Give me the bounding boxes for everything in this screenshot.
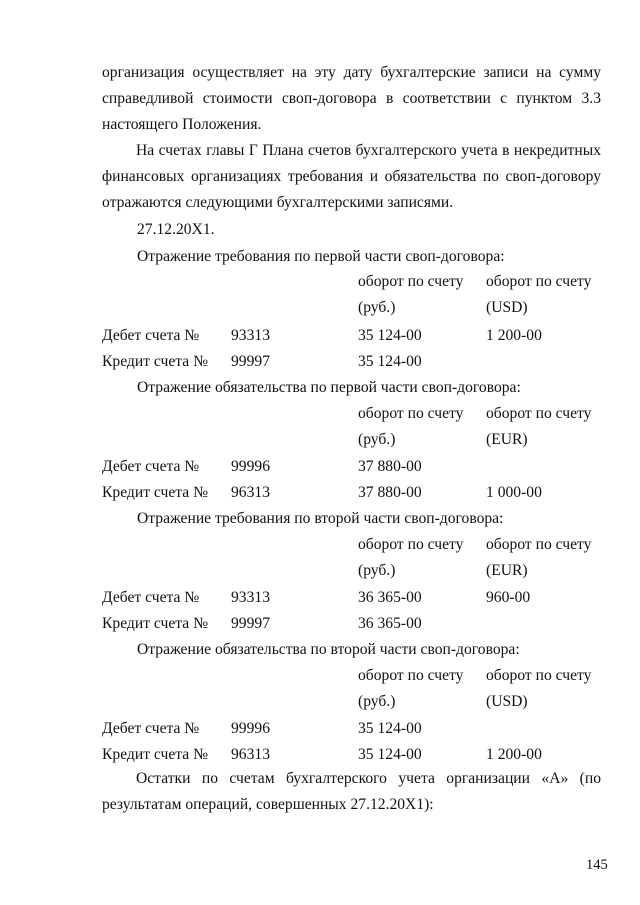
column-header-fx: оборот по счету: [486, 667, 592, 684]
section-title: Отражение обязательства по первой части своп-договора:: [137, 379, 521, 396]
account-number: 96313: [231, 484, 270, 501]
account-number: 93313: [231, 327, 270, 344]
row-label: Кредит счета №: [102, 746, 208, 763]
rub-amount: 35 124-00: [358, 327, 422, 344]
balances-paragraph: Остатки по счетам бухгалтерского учета организации «А» (по результатам операций, совершенных 27.12.20Х1):: [102, 770, 601, 813]
account-number: 93313: [231, 589, 270, 606]
section-title: Отражение требования по второй части своп-договора:: [137, 510, 504, 527]
entry-date: 27.12.20Х1.: [137, 221, 215, 238]
column-unit-fx: (USD): [486, 299, 528, 316]
row-label: Кредит счета №: [102, 353, 208, 370]
section-title: Отражение обязательства по второй части своп-договора:: [137, 641, 520, 658]
rub-amount: 35 124-00: [358, 746, 422, 763]
account-number: 99996: [231, 720, 270, 737]
rub-amount: 35 124-00: [358, 353, 422, 370]
account-number: 99997: [231, 353, 270, 370]
rub-amount: 36 365-00: [358, 615, 422, 632]
rub-amount: 37 880-00: [358, 484, 422, 501]
row-label: Дебет счета №: [102, 720, 200, 737]
account-number: 99996: [231, 458, 270, 475]
column-unit-fx: (USD): [486, 693, 528, 710]
row-label: Дебет счета №: [102, 589, 200, 606]
column-unit-fx: (EUR): [486, 562, 528, 579]
intro-paragraph: организация осуществляет на эту дату бухгалтерские записи на сумму справедливой стоимости своп-договора в соответствии с пунктом 3.3 настоящего Положения.: [102, 64, 601, 133]
rub-amount: 35 124-00: [358, 720, 422, 737]
column-unit-rub: (руб.): [358, 431, 396, 448]
column-unit-fx: (EUR): [486, 431, 528, 448]
column-header-rub: оборот по счету: [358, 273, 464, 290]
column-unit-rub: (руб.): [358, 562, 396, 579]
account-number: 99997: [231, 615, 270, 632]
column-header-rub: оборот по счету: [358, 667, 464, 684]
fx-amount: 1 000-00: [486, 484, 542, 501]
rub-amount: 36 365-00: [358, 589, 422, 606]
row-label: Кредит счета №: [102, 615, 208, 632]
column-header-fx: оборот по счету: [486, 405, 592, 422]
section-title: Отражение требования по первой части своп-договора:: [137, 248, 505, 265]
row-label: Кредит счета №: [102, 484, 208, 501]
column-header-fx: оборот по счету: [486, 536, 592, 553]
column-unit-rub: (руб.): [358, 693, 396, 710]
row-label: Дебет счета №: [102, 327, 200, 344]
page-number: 145: [586, 857, 608, 873]
column-header-fx: оборот по счету: [486, 273, 592, 290]
column-unit-rub: (руб.): [358, 299, 396, 316]
account-number: 96313: [231, 746, 270, 763]
rub-amount: 37 880-00: [358, 458, 422, 475]
column-header-rub: оборот по счету: [358, 536, 464, 553]
row-label: Дебет счета №: [102, 458, 200, 475]
accounts-paragraph: На счетах главы Г Плана счетов бухгалтерского учета в некредитных финансовых организациях требования и обязательства по своп-договору отражаются следующими бухгалтерскими записями.: [102, 142, 601, 211]
fx-amount: 960-00: [486, 589, 531, 606]
fx-amount: 1 200-00: [486, 746, 542, 763]
column-header-rub: оборот по счету: [358, 405, 464, 422]
fx-amount: 1 200-00: [486, 327, 542, 344]
